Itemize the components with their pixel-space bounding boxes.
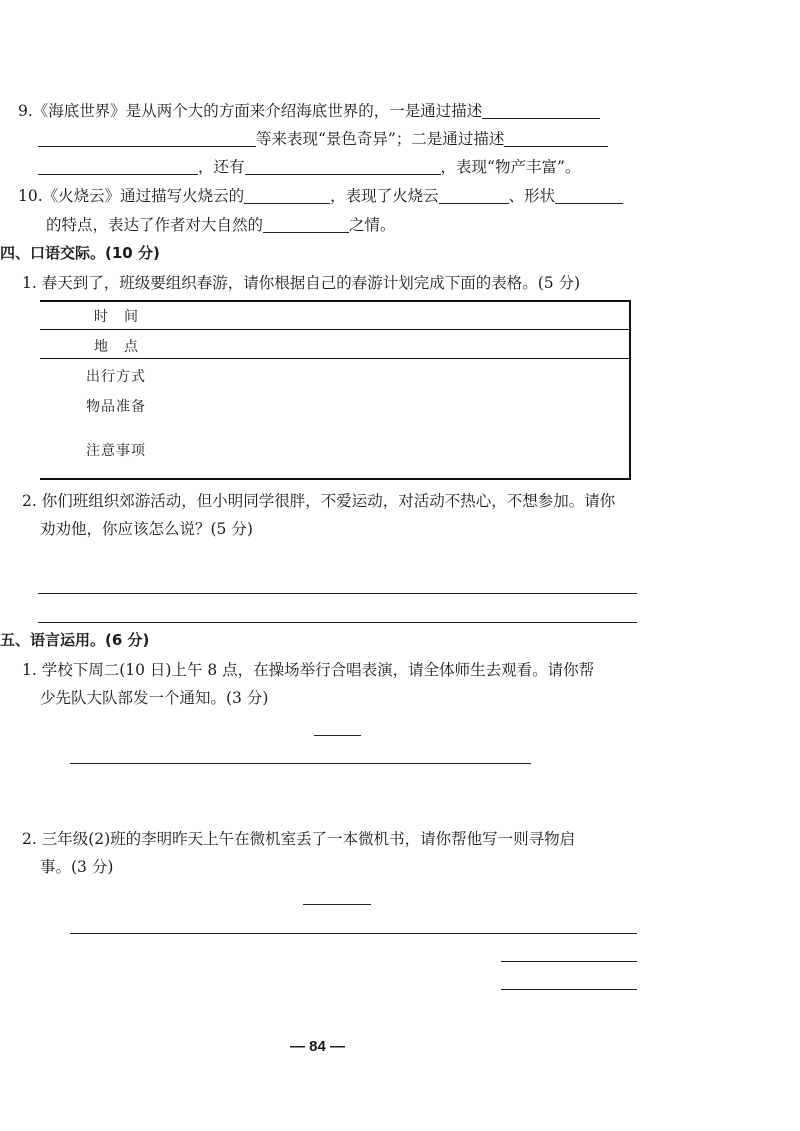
section-5-q2-line-1: 2. 三年级(2)班的李明昨天上午在微机室丢了一本微机书，请你帮他写一则寻物启 [22,830,576,848]
table-divider-1 [40,329,631,330]
lost-notice-signature-line[interactable] [501,961,637,962]
section-4-q1: 1. 春天到了，班级要组织春游，请你根据自己的春游计划完成下面的表格。(5 分) [22,274,581,292]
q10-text-e: 之情。 [349,216,396,234]
q10-blank-2[interactable] [439,187,509,204]
notice-body-line[interactable] [70,763,531,764]
section-5-q1-line-1: 1. 学校下周二(10 日)上午 8 点，在操场举行合唱表演，请全体师生去观看。请你帮 [22,661,595,679]
table-bottom-border [40,478,631,480]
q9-text-c: ，还有 [198,158,245,176]
q9-text-a: 9.《海底世界》是从两个大的方面来介绍海底世界的，一是通过描述 [18,102,483,120]
q10-text-c: 、形状 [508,187,556,205]
q10-text-a: 10.《火烧云》通过描写火烧云的 [18,187,245,205]
q9-blank-4[interactable] [38,158,198,175]
lost-notice-title-line[interactable] [303,904,371,905]
answer-line[interactable] [38,593,637,594]
q9-blank-3[interactable] [504,130,608,147]
q9-text-b: 等来表现“景色奇异”；二是通过描述 [256,130,505,148]
q9-line-1 [18,101,600,121]
lost-notice-date-line[interactable] [501,989,637,990]
section-5-q1-line-2: 少先队大队部发一个通知。(3 分) [40,689,269,707]
q10-blank-1[interactable] [244,187,330,204]
notice-title-line[interactable] [314,735,361,736]
q9-blank-1[interactable] [482,102,600,119]
table-row-transport: 出行方式 [86,369,146,385]
table-row-time: 时 间 [94,309,139,325]
table-row-place: 地 点 [94,339,139,355]
table-row-items: 物品准备 [86,399,146,415]
section-4-q2-line-2: 劝劝他，你应该怎么说？(5 分) [40,520,253,538]
q9-blank-5[interactable] [245,158,441,175]
table-right-border [629,300,631,480]
q10-text-d: 的特点，表达了作者对大自然的 [46,216,264,234]
lost-notice-body-line[interactable] [70,933,637,934]
q9-text-d: ，表现“物产丰富”。 [440,158,581,176]
answer-line[interactable] [38,622,637,623]
section-5-title: 五、语言运用。(6 分) [0,631,150,649]
q10-text-b: ，表现了火烧云 [330,187,439,205]
q10-blank-4[interactable] [263,216,349,233]
section-4-title: 四、口语交际。(10 分) [0,244,160,262]
q10-line-1 [18,186,623,206]
q10-line-2 [46,215,396,235]
section-5-q2-line-2: 事。(3 分) [40,858,114,876]
table-divider-2 [40,358,631,359]
table-row-notes: 注意事项 [86,443,146,459]
q9-line-3 [38,157,580,177]
table-top-border [40,300,631,302]
q9-line-2 [38,129,608,149]
section-4-q2-line-1: 2. 你们班组织郊游活动，但小明同学很胖，不爱运动，对活动不热心，不想参加。请你 [22,492,616,510]
q10-blank-3[interactable] [555,187,623,204]
q9-blank-2[interactable] [38,130,256,147]
page-number: — 84 — [290,1038,346,1055]
